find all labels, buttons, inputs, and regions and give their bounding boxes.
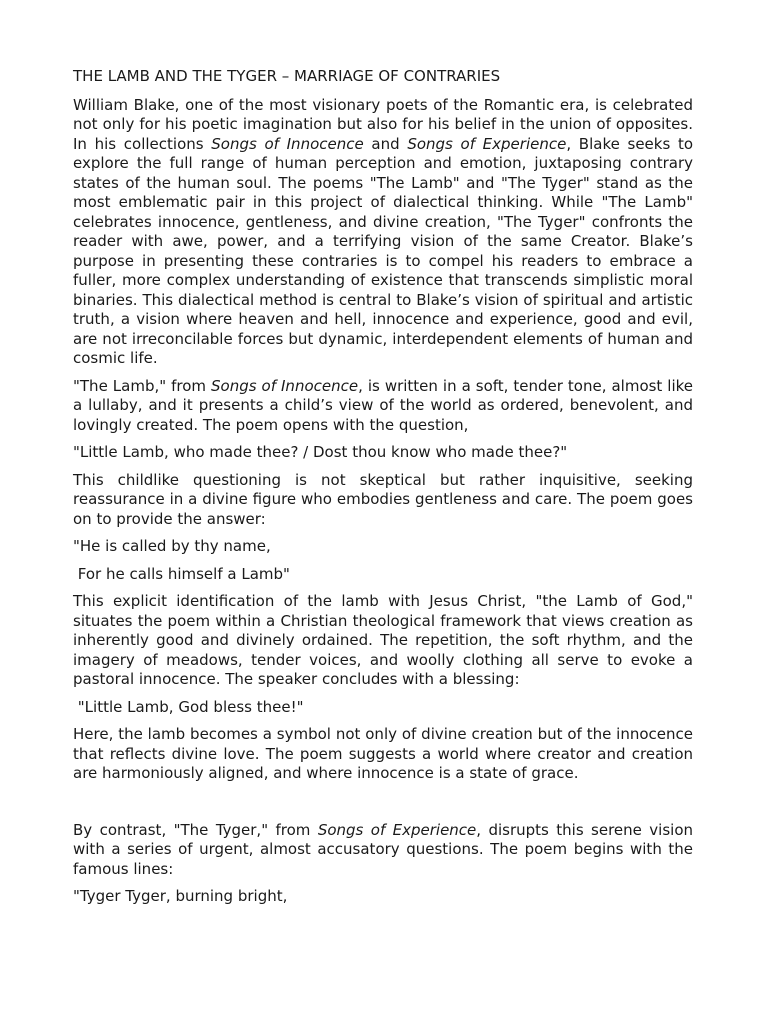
document-title: THE LAMB AND THE TYGER – MARRIAGE OF CONTRARIES [73, 67, 501, 85]
italic-title: Songs of Innocence [211, 134, 364, 153]
text-run: William Blake, one of the most visionary poets of the Romantic era, is celebrated not only for his poetic imagination but also for his belief in the union of opposites. In his collections [73, 95, 693, 153]
quote-line: For he calls himself a Lamb" [73, 564, 290, 583]
text-run: and [363, 134, 408, 153]
text-run: , disrupts this serene vision with a series of urgent, almost accusatory questions. The poem begins with the famous lines: [73, 820, 694, 878]
document-page [73, 67, 693, 915]
paragraph-tyger [73, 821, 693, 880]
quote-line: "Tyger Tyger, burning bright, [73, 887, 288, 905]
quote-line: "Little Lamb, God bless thee!" [73, 697, 304, 716]
paragraph-identification: This explicit identification of the lamb with Jesus Christ, "the Lamb of God," situates the poem within a Christian theological framework that views creation as inherently good and divinely ordained. The repetition, the soft rhythm, and the imagery of meadows, tender voices, and woolly clothing all serve to evoke a pastoral innocence. The speaker concludes with a blessing: [73, 592, 693, 688]
paragraph-gap [73, 792, 693, 821]
paragraph-questioning: This childlike questioning is not skeptical but rather inquisitive, seeking reassurance in a divine figure who embodies gentleness and care. The poem goes on to provide the answer: [73, 470, 693, 528]
text-run: , Blake seeks to explore the full range of human perception and emotion, juxtaposing contrary states of the human soul. The poems "The Lamb" and "The Tyger" stand as the most emblematic pair in this project of dialectical thinking. While "The Lamb" celebrates innocence, gentleness, and divine creation, "The Tyger" confronts the reader with awe, power, and a terrifying vision of the same Creator. Blake’s purpose in presenting these contraries is to compel his readers to embrace a fuller, more complex understanding of existence that transcends simplistic moral binaries. This dialectical method is central to Blake’s vision of spiritual and artistic truth, a vision where heaven and hell, innocence and experience, good and evil, are not irreconcilable forces but dynamic, interdependent elements of human and cosmic life. [73, 134, 694, 367]
text-run: , is written in a soft, tender tone, almost like a lullaby, and it presents a child’s view of the world as ordered, benevolent, and lovingly created. The poem opens with the question, [73, 376, 694, 434]
paragraph-lamb [73, 377, 693, 436]
italic-title: Songs of Innocence [211, 376, 359, 395]
paragraph-intro [73, 96, 693, 369]
text-run: "The Lamb," from [73, 376, 212, 395]
italic-title: Songs of Experience [317, 820, 477, 839]
quote-line: "He is called by thy name, [73, 537, 271, 555]
quote-line: "Little Lamb, who made thee? / Dost thou know who made thee?" [73, 443, 568, 461]
text-run: By contrast, "The Tyger," from [73, 820, 318, 839]
paragraph-symbol: Here, the lamb becomes a symbol not only of divine creation but of the innocence that reflects divine love. The poem suggests a world where creator and creation are harmoniously aligned, and where innocence is a state of grace. [73, 725, 693, 782]
italic-title: Songs of Experience [407, 134, 567, 153]
